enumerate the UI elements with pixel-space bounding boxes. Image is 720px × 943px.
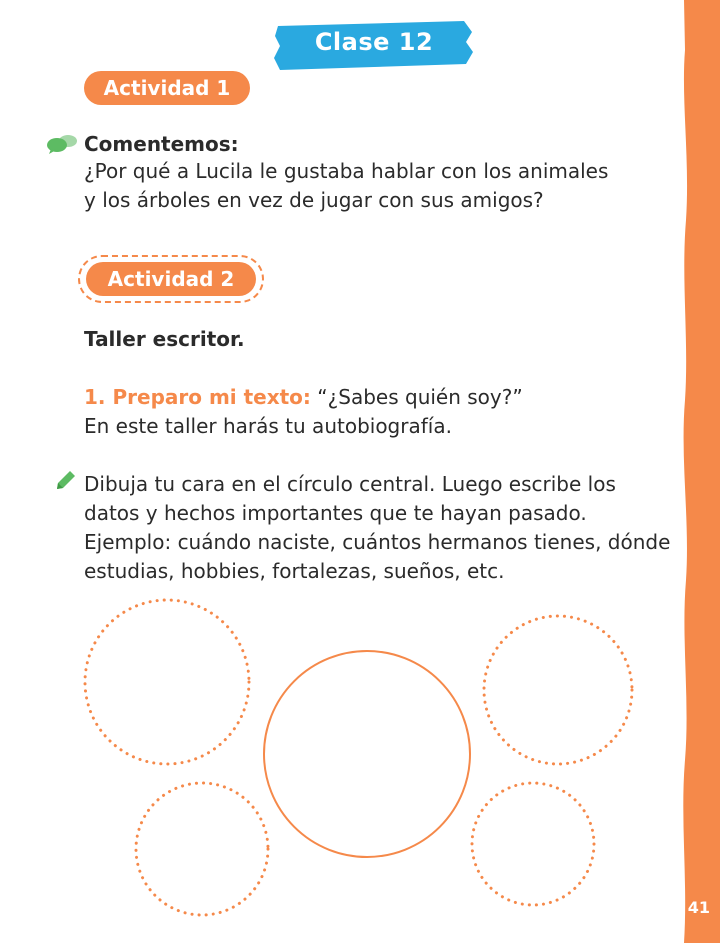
instruction-line-3: Ejemplo: cuándo naciste, cuántos hermanos tienes, dónde bbox=[84, 530, 671, 554]
dotted-circle-bottom-left[interactable] bbox=[136, 783, 268, 915]
question-line-2: y los árboles en vez de jugar con sus amigos? bbox=[84, 188, 544, 212]
clase-title: Clase 12 bbox=[314, 28, 434, 56]
step-quote: “¿Sabes quién soy?” bbox=[310, 385, 523, 409]
actividad-1-badge: Actividad 1 bbox=[84, 71, 250, 105]
actividad-2-badge: Actividad 2 bbox=[86, 262, 256, 296]
dotted-circle-top-left[interactable] bbox=[85, 600, 249, 764]
step-label: 1. Preparo mi texto: bbox=[84, 385, 311, 409]
page-number: 41 bbox=[687, 898, 710, 917]
question-line-1: ¿Por qué a Lucila le gustaba hablar con los animales bbox=[84, 159, 609, 183]
comentemos-title: Comentemos: bbox=[84, 132, 239, 156]
taller-title: Taller escritor. bbox=[84, 327, 245, 351]
intro-line: En este taller harás tu autobiografía. bbox=[84, 414, 452, 438]
face-circle-center[interactable] bbox=[264, 651, 470, 857]
dotted-circle-top-right[interactable] bbox=[484, 616, 632, 764]
dotted-circle-bottom-right[interactable] bbox=[472, 783, 594, 905]
instruction-line-2: datos y hechos importantes que te hayan pasado. bbox=[84, 501, 587, 525]
instruction-line-4: estudias, hobbies, fortalezas, sueños, etc. bbox=[84, 559, 505, 583]
instruction-line-1: Dibuja tu cara en el círculo central. Luego escribe los bbox=[84, 472, 616, 496]
